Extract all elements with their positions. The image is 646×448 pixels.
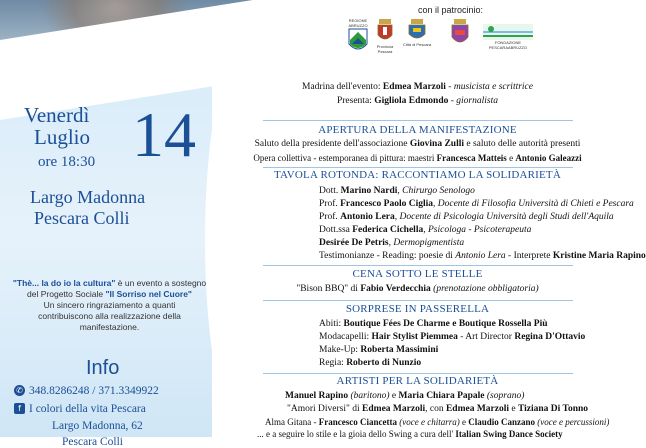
citta-pescara-logo: Città di Pescara: [401, 18, 433, 47]
info-phone: ✆ 348.8286248 / 371.3349922: [14, 385, 159, 397]
citta-crest-icon: [408, 18, 426, 42]
cena-line: "Bison BBQ" di Fabio Verdecchia (prenotazione obbligatoria): [296, 284, 539, 294]
section-sorprese-title: SORPRESE IN PASSERELLA: [345, 303, 490, 315]
info-city: Pescara Colli: [62, 436, 123, 448]
fondazione-mark-icon: [483, 24, 533, 40]
separator: [263, 120, 573, 121]
apertura-line1: Saluto della presidente dell'associazione Giovina Zulli e saluto delle autorità presenti: [254, 139, 581, 149]
event-date-number: 14: [132, 99, 196, 170]
artisti-line1: Manuel Rapino (baritono) e Maria Chiara Papale (soprano): [285, 391, 525, 401]
facebook-icon: f: [14, 403, 25, 414]
info-address: Largo Madonna, 62: [52, 420, 143, 432]
section-tavola-title: TAVOLA ROTONDA: RACCONTIAMO LA SOLIDARIETÀ: [273, 169, 561, 181]
provincia-pescara-logo: Provincia Pescara: [374, 18, 396, 54]
separator: [263, 167, 573, 168]
tavola-row: Desirée De Petris, Dermopigmentista: [319, 238, 465, 248]
event-place-line1: Largo Madonna: [30, 187, 146, 207]
regione-abruzzo-logo: REGIONE ABRUZZO: [343, 18, 373, 54]
info-facebook[interactable]: f I colori della vita Pescara: [14, 403, 146, 415]
artisti-line3: Alma Gitana - Francesco Ciancetta (voce e chitarra) e Claudio Canzano (voce e percussioni): [265, 417, 610, 427]
provincia-crest-icon: [377, 18, 393, 44]
event-month: Luglio: [34, 125, 90, 149]
section-artisti-title: ARTISTI PER LA SOLIDARIETÀ: [336, 375, 499, 387]
modacapelli-line: Modacapelli: Hair Stylist Piemmea - Art Director Regina D'Ottavio: [319, 332, 586, 342]
section-apertura-title: APERTURA DELLA MANIFESTAZIONE: [318, 124, 517, 136]
abiti-line: Abiti: Boutique Fées De Charme e Boutique Rossella Più: [319, 319, 548, 329]
regione-abruzzo-emblem-icon: [348, 28, 368, 54]
section-cena-title: CENA SOTTO LE STELLE: [352, 268, 483, 280]
project-blurb: "Thè... la do io la cultura" è un evento a sostegno del Progetto Sociale "Il Sorriso nel Cuore" Un sincero ringraziamento a quanti contribuiscono alla realizzazione della manifestazione.: [12, 278, 207, 332]
artisti-line2: "Amori Diversi" di Edmea Marzoli, con Edmea Marzoli e Tiziana Di Tonno: [287, 404, 589, 414]
patrocinio-label: con il patrocinio:: [418, 5, 484, 15]
regia-line: Regia: Roberto di Nunzio: [319, 358, 422, 368]
presenta-line: Presenta: Gigliola Edmondo - giornalista: [336, 96, 498, 106]
comune-crest-icon: [451, 18, 469, 48]
artisti-line4: ... e a seguire lo stile e la gioia dello Swing a cura dell' Italian Swing Dance Society: [257, 429, 563, 439]
fondazione-logo: FONDAZIONE PESCARAABRUZZO: [482, 24, 534, 50]
testimonianze-line: Testimonianze - Reading: poesie di Antonio Lera - Interprete Kristine Maria Rapino: [319, 251, 646, 261]
separator: [263, 300, 573, 301]
apertura-line2: Opera collettiva - estemporanea di pittura: maestri Francesca Matteis e Antonio Galeazzi: [253, 153, 582, 163]
event-place-line2: Pescara Colli: [34, 208, 130, 228]
phone-icon: ✆: [14, 385, 25, 396]
info-title: Info: [86, 357, 120, 379]
tavola-row: Prof. Antonio Lera, Docente di Psicologia Università degli Studi dell'Aquila: [319, 212, 614, 222]
tavola-row: Dott. Marino Nardi, Chirurgo Senologo: [319, 186, 475, 196]
separator: [263, 373, 573, 374]
comune-logo: [449, 18, 471, 48]
madrina-line: Madrina dell'evento: Edmea Marzoli - musicista e scrittrice: [302, 82, 533, 92]
tavola-row: Prof. Francesco Paolo Ciglia, Docente di Filosofia Università di Chieti e Pescara: [319, 199, 634, 209]
separator: [263, 265, 573, 266]
event-day: Venerdì: [24, 103, 90, 127]
event-time: ore 18:30: [38, 154, 96, 170]
tavola-row: Dott.ssa Federica Cichella, Psicologa - Psicoterapeuta: [319, 225, 532, 235]
makeup-line: Make-Up: Roberta Massimini: [319, 345, 439, 355]
event-date: [24, 99, 204, 174]
